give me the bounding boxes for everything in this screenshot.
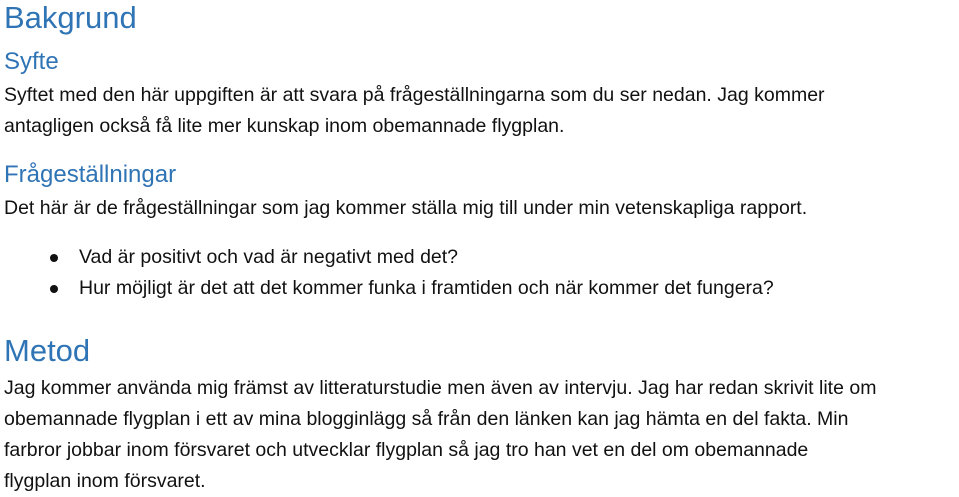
paragraph-metod	[4, 373, 959, 497]
paragraph-fragestallningar-intro	[4, 193, 959, 224]
paragraph-line: flygplan inom försvaret.	[4, 470, 206, 492]
paragraph-line: antagligen också få lite mer kunskap inom obemannade flygplan.	[4, 115, 565, 137]
list-item-text: Hur möjligt är det att det kommer funka i framtiden och när kommer det fungera?	[79, 277, 774, 299]
paragraph-line: farbror jobbar inom försvaret och utvecklar flygplan så jag tro han vet en del om obemannade	[4, 439, 809, 461]
list-item-text: Vad är positivt och vad är negativt med det?	[79, 246, 459, 268]
heading-bakgrund: Bakgrund	[4, 0, 137, 35]
heading-fragestallningar: Frågeställningar	[4, 161, 177, 188]
heading-metod: Metod	[4, 333, 91, 368]
paragraph-line: Syftet med den här uppgiften är att svara på frågeställningarna som du ser nedan. Jag kommer	[4, 84, 825, 106]
paragraph-line: Jag kommer använda mig främst av litteraturstudie men även av intervju. Jag har redan skrivit lite om	[4, 377, 877, 399]
bullet-icon	[50, 254, 58, 262]
heading-syfte: Syfte	[4, 48, 59, 75]
paragraph-line: obemannade flygplan i ett av mina blogginlägg så från den länken kan jag hämta en del fakta. Min	[4, 408, 849, 430]
paragraph-syfte	[4, 80, 959, 142]
paragraph-line: Det här är de frågeställningar som jag kommer ställa mig till under min vetenskapliga rapport.	[4, 197, 808, 219]
bullet-icon	[50, 285, 58, 293]
